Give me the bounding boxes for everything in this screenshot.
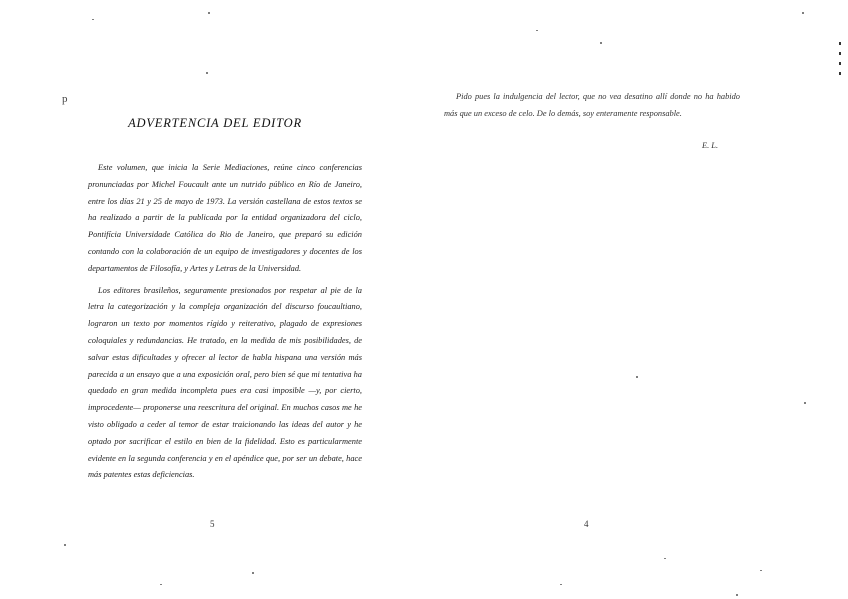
page-number-right: 4 xyxy=(584,519,589,529)
page-number-left: 5 xyxy=(210,519,215,529)
scan-speck xyxy=(804,402,806,404)
paragraph-2: Los editores brasileños, seguramente presionados por respetar al pie de la letra la categorización y la compleja organización del discurso foucaultiano, lograron un texto por momentos rígido y reiterativo, plagado de expresiones coloquiales y redundancias. He tratado, en la medida de mis posibilidades, de salvar estas dificultades y ofrecer al lector de habla hispana una versión más parecida a un ensayo que a una exposición oral, pero bien sé que mi tentativa ha quedado en gran medida incompleta pues era casi imposible —y, por cierto, improcedente— proponerse una reescritura del original. En muchos casos me he visto obligado a ceder al temor de estar traicionando las ideas del autor y he optado por sacrificar el estilo en bien de la fidelidad. Esto es particularmente evidente en la segunda conferencia y en el apéndice que, por ser un debate, hace más patentes estas deficiencias. xyxy=(88,285,362,480)
scan-speck xyxy=(664,558,666,559)
body-text xyxy=(88,160,362,484)
paragraph-1: Este volumen, que inicia la Serie Mediaciones, reúne cinco conferencias pronunciadas por Michel Foucault ante un nutrido público en Río de Janeiro, entre los días 21 y 25 de mayo de 1973. La versión castellana de estos textos se ha realizado a partir de la publicada por la entidad organizadora del ciclo, Pontifícia Universidade Católica do Rio de Janeiro, que preparó su edición contando con la colaboración de un equipo de investigadores y docentes de los departamentos de Filosofía, y Artes y Letras de la Universidad. xyxy=(88,163,362,273)
page-title: ADVERTENCIA DEL EDITOR xyxy=(128,116,302,130)
right-page xyxy=(424,0,848,599)
scan-speck xyxy=(736,594,738,596)
right-paragraph: Pido pues la indulgencia del lector, que no vea desatino allí donde no ha habido más que un exceso de celo. De lo demás, soy enteramente responsable. xyxy=(444,92,740,118)
scan-speck xyxy=(206,72,208,74)
scan-speck xyxy=(760,570,762,571)
binding-edge-marks xyxy=(834,28,842,88)
scan-speck xyxy=(560,584,562,585)
scan-speck xyxy=(160,584,162,585)
right-body-text xyxy=(444,88,740,122)
scan-speck xyxy=(636,376,638,378)
corner-mark: p xyxy=(62,93,68,105)
scan-speck xyxy=(600,42,602,44)
scan-speck xyxy=(64,544,66,546)
scan-speck xyxy=(92,19,94,20)
editor-signature: E. L. xyxy=(702,141,719,150)
scan-speck xyxy=(802,12,804,14)
scan-speck xyxy=(252,572,254,574)
scan-speck xyxy=(536,30,538,31)
scan-speck xyxy=(208,12,210,14)
